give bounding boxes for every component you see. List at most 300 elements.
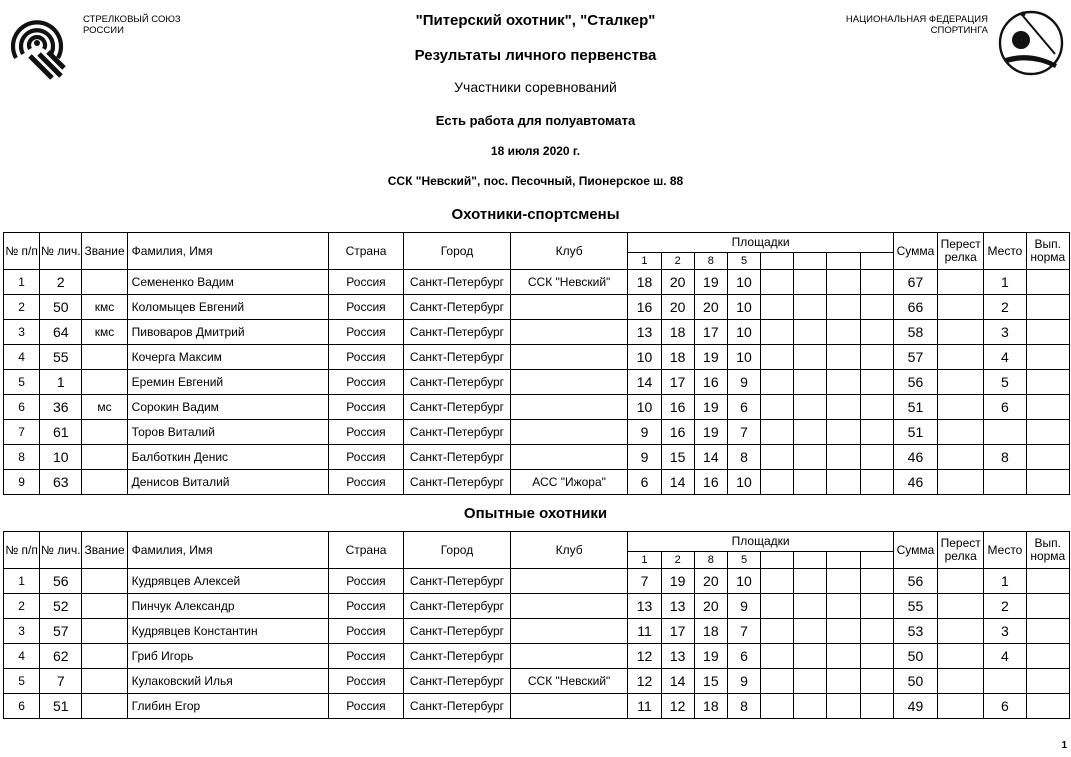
cell-club <box>510 619 628 644</box>
cell-num: 4 <box>4 644 40 669</box>
participants-subtitle: Участники соревнований <box>454 79 617 95</box>
cell-rank: кмс <box>82 320 127 345</box>
cell-score <box>860 594 893 619</box>
cell-num: 7 <box>4 420 40 445</box>
cell-club <box>510 395 628 420</box>
cell-score <box>827 395 860 420</box>
col-city-header: Город <box>404 532 511 569</box>
cell-score <box>761 644 794 669</box>
cell-club <box>510 569 628 594</box>
cell-score <box>794 644 827 669</box>
platform-number-header: 2 <box>661 552 694 569</box>
cell-norm <box>1026 445 1069 470</box>
cell-license: 63 <box>40 470 82 495</box>
cell-sum: 50 <box>893 669 937 694</box>
cell-license: 55 <box>40 345 82 370</box>
platform-number-header: 1 <box>628 552 661 569</box>
cell-num: 5 <box>4 370 40 395</box>
cell-score <box>761 270 794 295</box>
competition-date: 18 июля 2020 г. <box>490 144 581 158</box>
cell-num: 1 <box>4 569 40 594</box>
section-title: Охотники-спортсмены <box>451 206 620 223</box>
cell-score <box>827 644 860 669</box>
cell-country: Россия <box>328 694 403 719</box>
cell-shootoff <box>938 395 984 420</box>
cell-city: Санкт-Петербург <box>404 395 511 420</box>
cell-score <box>860 295 893 320</box>
cell-score: 7 <box>628 569 661 594</box>
cell-sum: 67 <box>893 270 937 295</box>
cell-score <box>860 619 893 644</box>
cell-score <box>860 420 893 445</box>
col-name-header: Фамилия, Имя <box>127 532 328 569</box>
cell-rank <box>82 345 127 370</box>
cell-score <box>860 320 893 345</box>
col-lic-header: № лич. <box>40 233 82 270</box>
cell-club <box>510 295 628 320</box>
cell-score: 19 <box>694 420 727 445</box>
cell-score <box>794 295 827 320</box>
cell-club <box>510 644 628 669</box>
cell-score <box>827 669 860 694</box>
cell-score <box>761 370 794 395</box>
cell-score <box>860 395 893 420</box>
table-row <box>4 345 1070 370</box>
cell-num: 3 <box>4 320 40 345</box>
cell-score: 9 <box>727 594 760 619</box>
cell-norm <box>1026 470 1069 495</box>
table-row <box>4 619 1070 644</box>
cell-score <box>827 370 860 395</box>
cell-country: Россия <box>328 470 403 495</box>
col-lic-header: № лич. <box>40 532 82 569</box>
cell-license: 7 <box>40 669 82 694</box>
cell-club <box>510 594 628 619</box>
col-rank-header: Звание <box>82 532 127 569</box>
cell-score <box>827 619 860 644</box>
table-row <box>4 295 1070 320</box>
cell-score: 19 <box>694 270 727 295</box>
cell-name: Кудрявцев Константин <box>127 619 328 644</box>
cell-club <box>510 694 628 719</box>
cell-club <box>510 445 628 470</box>
cell-score: 17 <box>661 619 694 644</box>
cell-shootoff <box>938 694 984 719</box>
cell-country: Россия <box>328 320 403 345</box>
cell-score <box>794 420 827 445</box>
platform-number-header: 1 <box>628 253 661 270</box>
cell-place: 2 <box>984 594 1026 619</box>
cell-name: Пинчук Александр <box>127 594 328 619</box>
cell-score: 12 <box>628 669 661 694</box>
cell-place: 3 <box>984 320 1026 345</box>
cell-license: 64 <box>40 320 82 345</box>
cell-score <box>860 644 893 669</box>
cell-license: 56 <box>40 569 82 594</box>
table-row <box>4 569 1070 594</box>
org-right-line-1: НАЦИОНАЛЬНАЯ ФЕДЕРАЦИЯ <box>845 14 988 25</box>
platform-number-header <box>827 253 860 270</box>
cell-score: 15 <box>694 669 727 694</box>
cell-score <box>794 669 827 694</box>
org-left-line-1: СТРЕЛКОВЫЙ СОЮЗ <box>83 14 181 25</box>
cell-score <box>827 694 860 719</box>
col-num-header: № п/п <box>4 233 40 270</box>
cell-rank <box>82 470 127 495</box>
header-row <box>4 532 1070 552</box>
cell-license: 57 <box>40 619 82 644</box>
cell-score: 8 <box>727 445 760 470</box>
cell-score <box>794 320 827 345</box>
table-row <box>4 694 1070 719</box>
cell-score: 20 <box>661 295 694 320</box>
cell-score: 12 <box>661 694 694 719</box>
cell-score: 13 <box>661 644 694 669</box>
cell-sum: 55 <box>893 594 937 619</box>
cell-country: Россия <box>328 295 403 320</box>
platform-number-header <box>794 552 827 569</box>
cell-license: 2 <box>40 270 82 295</box>
col-sum-header: Сумма <box>893 532 937 569</box>
cell-score: 10 <box>727 295 760 320</box>
cell-score: 14 <box>661 669 694 694</box>
cell-shootoff <box>938 320 984 345</box>
col-place-header: Место <box>984 233 1026 270</box>
table-row <box>4 370 1070 395</box>
col-shootoff-header: Перест релка <box>938 532 984 569</box>
cell-score <box>794 345 827 370</box>
cell-city: Санкт-Петербург <box>404 569 511 594</box>
cell-sum: 51 <box>893 420 937 445</box>
cell-score <box>761 420 794 445</box>
col-place-header: Место <box>984 532 1026 569</box>
cell-city: Санкт-Петербург <box>404 370 511 395</box>
col-club-header: Клуб <box>510 233 628 270</box>
cell-rank <box>82 669 127 694</box>
cell-score: 17 <box>661 370 694 395</box>
cell-rank <box>82 370 127 395</box>
cell-place <box>984 470 1026 495</box>
cell-license: 36 <box>40 395 82 420</box>
cell-place <box>984 669 1026 694</box>
cell-score: 10 <box>727 270 760 295</box>
cell-place: 3 <box>984 619 1026 644</box>
cell-score: 8 <box>727 694 760 719</box>
cell-num: 6 <box>4 395 40 420</box>
cell-score <box>761 619 794 644</box>
cell-license: 62 <box>40 644 82 669</box>
competition-name: Есть работа для полуавтомата <box>435 113 636 128</box>
cell-rank: мс <box>82 395 127 420</box>
cell-country: Россия <box>328 619 403 644</box>
col-country-header: Страна <box>328 233 403 270</box>
cell-shootoff <box>938 295 984 320</box>
cell-score <box>827 470 860 495</box>
header-row <box>4 233 1070 253</box>
cell-score <box>761 295 794 320</box>
cell-country: Россия <box>328 395 403 420</box>
cell-license: 61 <box>40 420 82 445</box>
cell-sum: 53 <box>893 619 937 644</box>
cell-score <box>827 270 860 295</box>
table-row <box>4 470 1070 495</box>
cell-norm <box>1026 669 1069 694</box>
cell-city: Санкт-Петербург <box>404 470 511 495</box>
cell-score: 6 <box>628 470 661 495</box>
cell-country: Россия <box>328 445 403 470</box>
cell-score: 6 <box>727 395 760 420</box>
cell-sum: 58 <box>893 320 937 345</box>
cell-score <box>761 470 794 495</box>
cell-score <box>761 694 794 719</box>
cell-name: Кудрявцев Алексей <box>127 569 328 594</box>
platform-number-header <box>860 253 893 270</box>
cell-score: 17 <box>694 320 727 345</box>
table-row <box>4 669 1070 694</box>
cell-rank <box>82 619 127 644</box>
cell-rank <box>82 594 127 619</box>
cell-norm <box>1026 694 1069 719</box>
cell-rank <box>82 569 127 594</box>
col-platforms-header: Площадки <box>628 532 893 552</box>
cell-score: 19 <box>694 644 727 669</box>
cell-club: АСС "Ижора" <box>510 470 628 495</box>
table-row <box>4 420 1070 445</box>
cell-place: 8 <box>984 445 1026 470</box>
cell-score: 16 <box>628 295 661 320</box>
platform-number-header: 5 <box>727 552 760 569</box>
cell-place: 6 <box>984 395 1026 420</box>
cell-score <box>761 345 794 370</box>
cell-score <box>860 445 893 470</box>
col-rank-header: Звание <box>82 233 127 270</box>
cell-shootoff <box>938 644 984 669</box>
cell-score <box>860 694 893 719</box>
cell-score: 19 <box>661 569 694 594</box>
cell-sum: 51 <box>893 395 937 420</box>
cell-score <box>860 470 893 495</box>
cell-num: 8 <box>4 445 40 470</box>
cell-name: Денисов Виталий <box>127 470 328 495</box>
cell-score: 13 <box>628 320 661 345</box>
cell-shootoff <box>938 270 984 295</box>
cell-score: 10 <box>727 320 760 345</box>
cell-norm <box>1026 320 1069 345</box>
cell-norm <box>1026 594 1069 619</box>
cell-score: 15 <box>661 445 694 470</box>
cell-score <box>794 694 827 719</box>
cell-country: Россия <box>328 569 403 594</box>
org-left-line-2: РОССИИ <box>83 25 124 36</box>
cell-score <box>860 345 893 370</box>
cell-score: 20 <box>661 270 694 295</box>
cell-score: 13 <box>661 594 694 619</box>
col-norm-header: Вып. норма <box>1026 233 1069 270</box>
cell-num: 9 <box>4 470 40 495</box>
cell-score <box>794 619 827 644</box>
cell-shootoff <box>938 669 984 694</box>
platform-number-header <box>761 253 794 270</box>
cell-score: 10 <box>727 470 760 495</box>
cell-place: 4 <box>984 345 1026 370</box>
platform-number-header: 8 <box>694 253 727 270</box>
cell-city: Санкт-Петербург <box>404 594 511 619</box>
cell-score: 10 <box>628 345 661 370</box>
cell-shootoff <box>938 594 984 619</box>
cell-score: 20 <box>694 295 727 320</box>
cell-sum: 49 <box>893 694 937 719</box>
cell-country: Россия <box>328 345 403 370</box>
cell-score <box>827 295 860 320</box>
cell-sum: 56 <box>893 569 937 594</box>
cell-city: Санкт-Петербург <box>404 420 511 445</box>
cell-norm <box>1026 420 1069 445</box>
cell-sum: 66 <box>893 295 937 320</box>
cell-country: Россия <box>328 270 403 295</box>
table-row <box>4 445 1070 470</box>
cell-score <box>794 395 827 420</box>
cell-city: Санкт-Петербург <box>404 619 511 644</box>
section-title: Опытные охотники <box>463 505 608 522</box>
cell-city: Санкт-Петербург <box>404 669 511 694</box>
results-table <box>3 232 1070 495</box>
cell-score <box>761 320 794 345</box>
cell-club: ССК "Невский" <box>510 669 628 694</box>
table-row <box>4 644 1070 669</box>
cell-score <box>794 445 827 470</box>
cell-shootoff <box>938 420 984 445</box>
cell-score: 10 <box>727 569 760 594</box>
table-row <box>4 594 1070 619</box>
cell-norm <box>1026 270 1069 295</box>
cell-shootoff <box>938 470 984 495</box>
col-country-header: Страна <box>328 532 403 569</box>
cell-sum: 50 <box>893 644 937 669</box>
cell-score <box>761 669 794 694</box>
cell-num: 4 <box>4 345 40 370</box>
cell-shootoff <box>938 445 984 470</box>
table-row <box>4 320 1070 345</box>
cell-num: 2 <box>4 594 40 619</box>
cell-score: 19 <box>694 345 727 370</box>
cell-place: 6 <box>984 694 1026 719</box>
cell-country: Россия <box>328 644 403 669</box>
cell-club <box>510 320 628 345</box>
cell-license: 52 <box>40 594 82 619</box>
cell-rank <box>82 644 127 669</box>
cell-score: 9 <box>727 669 760 694</box>
cell-score <box>794 594 827 619</box>
cell-city: Санкт-Петербург <box>404 445 511 470</box>
cell-score: 7 <box>727 619 760 644</box>
cell-sum: 46 <box>893 470 937 495</box>
cell-score: 18 <box>694 694 727 719</box>
cell-city: Санкт-Петербург <box>404 644 511 669</box>
table-row <box>4 270 1070 295</box>
cell-name: Балботкин Денис <box>127 445 328 470</box>
cell-score <box>827 345 860 370</box>
cell-club: ССК "Невский" <box>510 270 628 295</box>
platform-number-header: 2 <box>661 253 694 270</box>
cell-score: 10 <box>628 395 661 420</box>
cell-city: Санкт-Петербург <box>404 345 511 370</box>
cell-score <box>761 569 794 594</box>
cell-country: Россия <box>328 594 403 619</box>
cell-country: Россия <box>328 669 403 694</box>
cell-score: 18 <box>694 619 727 644</box>
col-platforms-header: Площадки <box>628 233 893 253</box>
cell-norm <box>1026 295 1069 320</box>
cell-score: 16 <box>694 470 727 495</box>
cell-city: Санкт-Петербург <box>404 320 511 345</box>
cell-score: 14 <box>694 445 727 470</box>
cell-place: 4 <box>984 644 1026 669</box>
table-row <box>4 395 1070 420</box>
platform-number-header: 8 <box>694 552 727 569</box>
org-right-line-2: СПОРТИНГА <box>930 25 988 36</box>
cell-sum: 56 <box>893 370 937 395</box>
cell-score <box>860 370 893 395</box>
platform-number-header: 5 <box>727 253 760 270</box>
cell-country: Россия <box>328 370 403 395</box>
page-number: 1 <box>1061 740 1067 751</box>
cell-rank <box>82 694 127 719</box>
cell-score: 9 <box>628 445 661 470</box>
cell-shootoff <box>938 370 984 395</box>
cell-score: 18 <box>628 270 661 295</box>
cell-score: 16 <box>661 395 694 420</box>
cell-norm <box>1026 370 1069 395</box>
cell-score: 20 <box>694 569 727 594</box>
cell-score: 9 <box>628 420 661 445</box>
cell-score: 16 <box>694 370 727 395</box>
event-title: "Питерский охотник", "Сталкер" <box>415 12 656 29</box>
col-club-header: Клуб <box>510 532 628 569</box>
cell-score: 11 <box>628 694 661 719</box>
cell-score: 18 <box>661 320 694 345</box>
cell-score: 7 <box>727 420 760 445</box>
cell-score: 16 <box>661 420 694 445</box>
cell-score <box>794 569 827 594</box>
cell-sum: 57 <box>893 345 937 370</box>
cell-score: 13 <box>628 594 661 619</box>
cell-num: 6 <box>4 694 40 719</box>
cell-sum: 46 <box>893 445 937 470</box>
cell-name: Торов Виталий <box>127 420 328 445</box>
cell-license: 50 <box>40 295 82 320</box>
cell-name: Еремин Евгений <box>127 370 328 395</box>
cell-norm <box>1026 345 1069 370</box>
cell-score <box>761 594 794 619</box>
platform-number-header <box>860 552 893 569</box>
cell-city: Санкт-Петербург <box>404 270 511 295</box>
platform-number-header <box>827 552 860 569</box>
cell-norm <box>1026 644 1069 669</box>
cell-num: 1 <box>4 270 40 295</box>
cell-num: 3 <box>4 619 40 644</box>
col-shootoff-header: Перест релка <box>938 233 984 270</box>
cell-club <box>510 370 628 395</box>
cell-place <box>984 420 1026 445</box>
cell-score <box>794 370 827 395</box>
col-city-header: Город <box>404 233 511 270</box>
col-norm-header: Вып. норма <box>1026 532 1069 569</box>
cell-score <box>860 669 893 694</box>
competition-venue: ССК "Невский", пос. Песочный, Пионерское ш. 88 <box>387 174 684 188</box>
cell-norm <box>1026 619 1069 644</box>
cell-place: 2 <box>984 295 1026 320</box>
cell-score <box>761 395 794 420</box>
